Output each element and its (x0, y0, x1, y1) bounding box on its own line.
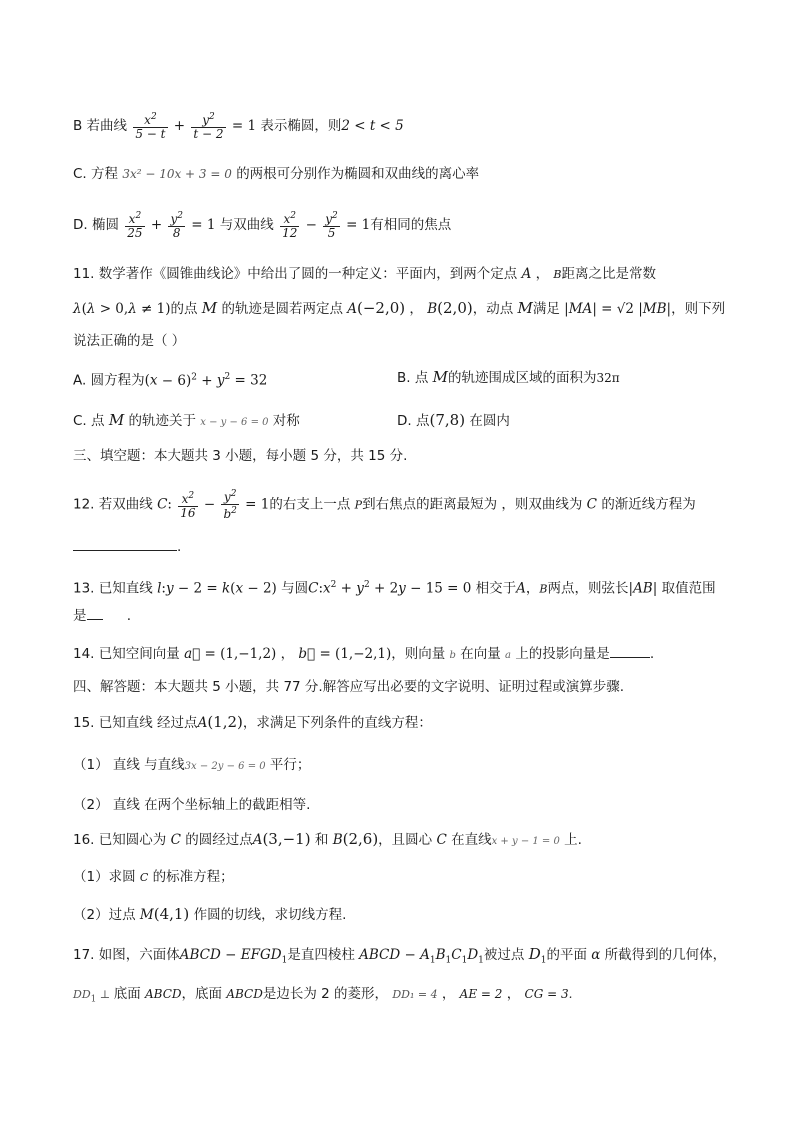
option-c-line (73, 164, 479, 184)
question-16-mid3: 在直线 (451, 832, 492, 848)
option-c-label: C. 方程 (73, 166, 119, 182)
question-16-line: x + y − 1 = 0 (491, 836, 560, 847)
question-11-text: 11. 数学著作《圆锥曲线论》中给出了圆的一种定义：平面内，到两个定点 (73, 266, 518, 282)
section-3-heading (73, 446, 407, 466)
question-12-post: 的渐近线方程为 (601, 496, 696, 513)
fraction-x2-over-5-t: $\frac{x^2}{5 - t}$ (135, 112, 166, 141)
question-17-mid2: 被过点 (483, 947, 525, 963)
question-11-option-d: D. 点(7,8) 在圆内 (397, 411, 510, 429)
option-b-condition: 2 < t < 5 (341, 118, 404, 134)
question-15-part1-post: 平行； (269, 757, 311, 773)
question-12-mid2: 到右焦点的距离最短为 ，则双曲线为 (362, 496, 583, 513)
question-11-line2: λ(λ > 0,λ ≠ 1)的点 M 的轨迹是圆若两定点 A(−2,0) ， B(2,0)，动点 M满足 |MA| = √2 |MB|，则下列 (73, 299, 726, 317)
question-11-b1: 的点 (170, 301, 198, 317)
fraction-x2-over-12: $\frac{x^2}{12}$ (282, 211, 298, 240)
fraction-x2-over-25: $\frac{x^2}{25}$ (127, 211, 143, 240)
question-16-part2-label: （2）过点 (73, 907, 136, 923)
question-13-line1: 13. 已知直线 l:y − 2 = k(x − 2) 与圆$C:x^2 + y^2 + 2y - 15 = 0$ 相交于A，B两点，则弦长|AB| 取值范围 (73, 580, 716, 597)
question-13-mid: 与圆 (281, 580, 309, 597)
question-17-l2-b: ，底面 (181, 986, 223, 1002)
option-b-label: B 若曲线 (73, 118, 128, 134)
question-12-label: 12. 若双曲线 (73, 496, 153, 513)
question-11-b4: 满足 (532, 301, 560, 317)
question-12-line1: 12. 若双曲线 C: $\frac{x^2}{16}$ − $\frac{y^2}{b^2}$ = 1的右支上一点 P到右焦点的距离最短为 ，则双曲线为 C 的渐近线方程为 (73, 489, 696, 521)
question-15-part2 (73, 795, 310, 815)
question-16-and: 和 (314, 832, 329, 848)
question-17-l2-d: DD₁ = 4 (392, 988, 438, 1001)
question-16-part1-post: 的标准方程； (152, 869, 234, 885)
question-16-line: 16. 已知圆心为 C 的圆经过点A(3,−1) 和 B(2,6)，且圆心 C 在直线x + y − 1 = 0 上. (73, 830, 582, 848)
question-11-option-c: C. 点 M 的轨迹关于 x − y − 6 = 0 对称 (73, 411, 300, 429)
fraction-y2-over-t-2: $\frac{y^2}{t - 2}$ (193, 112, 224, 141)
question-16-part2: （2）过点 M(4,1) 作圆的切线，求切线方程. (73, 905, 347, 923)
question-13-line2-text: 是 (73, 608, 87, 624)
question-13-answer-blank[interactable] (87, 605, 103, 620)
question-11-option-a: A. 圆方程为$(x - 6)^2 + y^2 = 32$ (73, 372, 268, 389)
question-11-b5: ，则下列 (671, 301, 726, 317)
fraction-x2-over-16: $\frac{x^2}{16}$ (180, 490, 196, 520)
question-13-end: . (126, 608, 132, 624)
question-17-mid3: 的平面 (546, 947, 587, 963)
question-17-post: 所截得到的几何体， (604, 947, 727, 963)
question-11-option-b: B. 点 M的轨迹围成区域的面积为32π (397, 368, 620, 386)
question-11-b3: ，动点 (472, 301, 514, 317)
question-17-l2-c: 是边长为 2 的菱形， (262, 986, 389, 1002)
question-13-line2 (73, 605, 131, 626)
fraction-y2-over-5: $\frac{y^2}{5}$ (325, 211, 338, 240)
question-11-option-b-label: B. 点 (397, 370, 429, 386)
question-14-answer-blank[interactable] (610, 643, 650, 658)
section-3-text: 三、填空题：本大题共 3 小题，每小题 5 分，共 15 分. (73, 448, 408, 464)
question-17-label: 17. 如图，六面体 (73, 947, 180, 963)
option-b-text: 表示椭圆，则 (260, 118, 342, 134)
question-16-part1: （1）求圆 C 的标准方程； (73, 869, 234, 885)
option-d-mid: 与双曲线 (219, 217, 274, 233)
question-11-option-c-label: C. 点 (73, 413, 105, 429)
question-13-mid3: 两点，则弦长 (547, 580, 629, 597)
question-12-answer-blank[interactable] (73, 536, 177, 551)
question-17-line2: $DD_1$ ⊥ 底面 ABCD，底面 ABCD是边长为 2 的菱形， DD₁ = 4 ， AE = 2 ， CG = 3. (73, 986, 573, 1005)
question-15-part1-equation: 3x − 2y − 6 = 0 (184, 761, 266, 772)
question-13-post: 取值范围 (661, 580, 716, 597)
question-11-option-c-line: x − y − 6 = 0 (200, 417, 269, 428)
question-12-mid: 的右支上一点 (269, 496, 351, 513)
question-17-l2-a: 底面 (113, 986, 141, 1002)
question-13-label: 13. 已知直线 (73, 580, 153, 597)
question-16-part1-label: （1）求圆 (73, 869, 136, 885)
question-14-end: . (649, 646, 655, 662)
question-16-mid2: ，且圆心 (378, 832, 433, 848)
question-11-text2: 距离之比是常数 (561, 266, 656, 282)
question-15-part2-text: （2） 直线 在两个坐标轴上的截距相等. (73, 797, 311, 813)
question-11-option-d-text: 在圆内 (469, 413, 510, 429)
question-15-post: ，求满足下列条件的直线方程： (242, 715, 432, 731)
question-11-option-a-label: A. 圆方程为 (73, 372, 145, 389)
question-11-option-c-post: 对称 (272, 413, 300, 429)
question-16-part2-post: 作圆的切线，求切线方程. (193, 907, 347, 923)
option-d-label: D. 椭圆 (73, 217, 119, 233)
option-b-line: B 若曲线 $\frac{x^2}{5 - t}$ + $\frac{y^2}{t - 2}$ = 1 表示椭圆，则2 < t < 5 (73, 112, 404, 141)
question-14-post: 上的投影向量是 (515, 646, 610, 662)
question-11-line3 (73, 331, 185, 351)
question-14-label: 14. 已知空间向量 (73, 646, 180, 662)
question-11-option-b-value: 32π (596, 371, 620, 385)
question-13-mid2: 相交于 (475, 580, 517, 597)
question-17-mid: 是直四棱柱 (287, 947, 355, 963)
question-11-option-b-text: 的轨迹围成区域的面积为 (448, 370, 597, 386)
option-d-text: 有相同的焦点 (370, 217, 452, 233)
question-15-part1 (73, 755, 310, 777)
question-12-end: . (177, 539, 182, 555)
section-4-text: 四、解答题：本大题共 5 小题，共 77 分.解答应写出必要的文字说明、证明过程或演算步骤. (73, 679, 625, 695)
question-16-label: 16. 已知圆心为 (73, 832, 167, 848)
question-11-option-c-text: 的轨迹关于 (128, 413, 196, 429)
question-11-prompt: 说法正确的是（ ） (73, 333, 186, 349)
fraction-y2-over-b2: $\frac{y^2}{b^2}$ (223, 489, 237, 521)
question-15-line: 15. 已知直线 经过点A(1,2)，求满足下列条件的直线方程： (73, 713, 432, 731)
option-c-text: 的两根可分别作为椭圆和双曲线的离心率 (236, 166, 480, 182)
option-c-equation: 3x² − 10x + 3 = 0 (122, 167, 232, 181)
question-16-post: 上. (564, 832, 582, 848)
question-11-b2: 的轨迹是圆若两定点 (221, 301, 343, 317)
question-14-mid2: 在向量 (460, 646, 501, 662)
question-11-line1: 11. 数学著作《圆锥曲线论》中给出了圆的一种定义：平面内，到两个定点 A ， B距离之比是常数 (73, 266, 656, 282)
question-16-mid: 的圆经过点 (185, 832, 253, 848)
question-17-l2-e: AE = 2 (459, 987, 503, 1001)
question-14-line: 14. 已知空间向量 a⃗ = (1,−1,2) ， b⃗ = (1,−2,1)，则向量 b 在向量 a 上的投影向量是 . (73, 643, 654, 666)
option-d-line: D. 椭圆 $\frac{x^2}{25}$ + $\frac{y^2}{8}$ = 1 与双曲线 $\frac{x^2}{12}$ − $\frac{y^2}{5}$ = 1有相同的焦点 (73, 211, 452, 240)
question-11-option-d-label: D. 点 (397, 413, 430, 429)
question-15-part1-label: （1） 直线 与直线 (73, 757, 185, 773)
question-15-label: 15. 已知直线 经过点 (73, 715, 198, 731)
question-14-mid: ，则向量 (391, 646, 446, 662)
fraction-y2-over-8: $\frac{y^2}{8}$ (170, 211, 183, 240)
question-17-line1: 17. 如图，六面体ABCD − $EFGD_1$是直四棱柱 ABCD − $A_1B_1C_1D_1$被过点 $D_1$的平面 α 所截得到的几何体， (73, 945, 727, 966)
question-12-answer-line (73, 536, 181, 557)
question-17-l2-f: CG = 3. (524, 987, 573, 1001)
section-4-heading (73, 677, 624, 697)
